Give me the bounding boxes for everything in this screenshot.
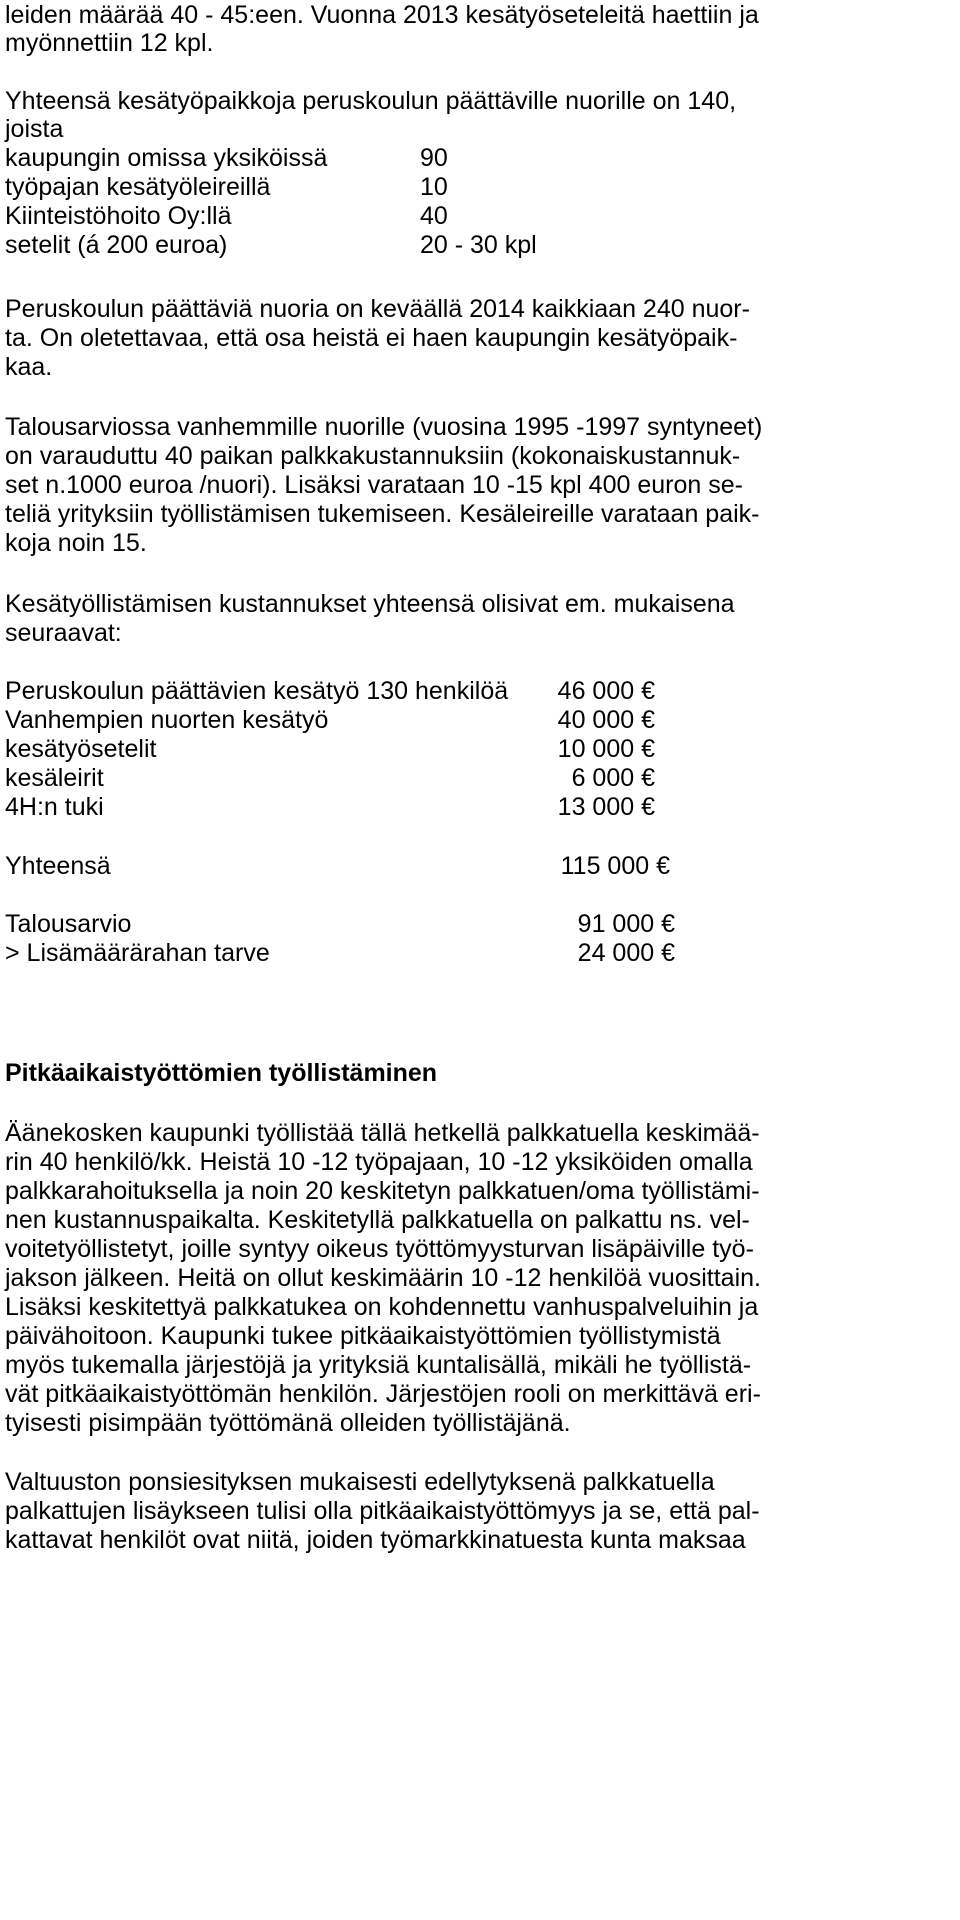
paragraph-line: vät pitkäaikaistyöttömän henkilön. Järjestöjen rooli on merkittävä eri- bbox=[5, 1380, 761, 1408]
places-heading-line: joista bbox=[5, 115, 64, 143]
paragraph-line: palkkarahoituksella ja noin 20 keskitetyn palkkatuen/oma työllistämi- bbox=[5, 1177, 760, 1205]
costs-heading-line: Kesätyöllistämisen kustannukset yhteensä olisivat em. mukaisena bbox=[5, 590, 735, 618]
cost-row-label: Vanhempien nuorten kesätyö bbox=[5, 706, 329, 734]
places-row-value: 90 bbox=[420, 144, 448, 172]
paragraph-line: palkattujen lisäykseen tulisi olla pitkäaikaistyöttömyys ja se, että pal- bbox=[5, 1497, 760, 1525]
cost-row-value: 6 000 € bbox=[571, 764, 655, 792]
paragraph-line: Valtuuston ponsiesityksen mukaisesti edellytyksenä palkkatuella bbox=[5, 1468, 715, 1496]
places-row-label: kaupungin omissa yksiköissä bbox=[5, 144, 328, 172]
cost-row-value: 46 000 € bbox=[557, 677, 655, 705]
costs-heading-line: seuraavat: bbox=[5, 619, 122, 647]
budget-row-value: 24 000 € bbox=[577, 939, 675, 967]
cost-row-label: 4H:n tuki bbox=[5, 793, 104, 821]
paragraph-line: nen kustannuspaikalta. Keskitetyllä palkkatuella on palkattu ns. vel- bbox=[5, 1206, 750, 1234]
paragraph-line: Talousarviossa vanhemmille nuorille (vuosina 1995 -1997 syntyneet) bbox=[5, 413, 763, 441]
total-label: Yhteensä bbox=[5, 852, 111, 880]
places-row-value: 40 bbox=[420, 202, 448, 230]
paragraph-line: voitetyöllistetyt, joille syntyy oikeus työttömyysturvan lisäpäiville työ- bbox=[5, 1235, 754, 1263]
cost-row-value: 40 000 € bbox=[557, 706, 655, 734]
paragraph-line: on varauduttu 40 paikan palkkakustannuksiin (kokonaiskustannuk- bbox=[5, 442, 741, 470]
paragraph-line: set n.1000 euroa /nuori). Lisäksi varataan 10 -15 kpl 400 euron se- bbox=[5, 471, 743, 499]
places-row-label: työpajan kesätyöleireillä bbox=[5, 173, 271, 201]
places-row-label: setelit (á 200 euroa) bbox=[5, 231, 228, 259]
budget-row-value: 91 000 € bbox=[577, 910, 675, 938]
cost-row-value: 10 000 € bbox=[557, 735, 655, 763]
paragraph-line: myös tukemalla järjestöjä ja yrityksiä kuntalisällä, mikäli he työllistä- bbox=[5, 1351, 752, 1379]
cost-row-value: 13 000 € bbox=[557, 793, 655, 821]
places-row-value: 20 - 30 kpl bbox=[420, 231, 537, 259]
cost-row-label: kesäleirit bbox=[5, 764, 104, 792]
total-value: 115 000 € bbox=[560, 852, 670, 880]
paragraph-line: kaa. bbox=[5, 353, 53, 381]
places-row-label: Kiinteistöhoito Oy:llä bbox=[5, 202, 232, 230]
intro-line: myönnettiin 12 kpl. bbox=[5, 29, 214, 57]
cost-row-label: kesätyösetelit bbox=[5, 735, 157, 763]
paragraph-line: Peruskoulun päättäviä nuoria on keväällä 2014 kaikkiaan 240 nuor- bbox=[5, 295, 750, 323]
paragraph-line: ta. On oletettavaa, että osa heistä ei haen kaupungin kesätyöpaik- bbox=[5, 324, 738, 352]
paragraph-line: Lisäksi keskitettyä palkkatukea on kohdennettu vanhuspalveluihin ja bbox=[5, 1293, 759, 1321]
paragraph-line: Äänekosken kaupunki työllistää tällä hetkellä palkkatuella keskimää- bbox=[5, 1119, 760, 1147]
section-title: Pitkäaikaistyöttömien työllistäminen bbox=[5, 1059, 438, 1087]
paragraph-line: kattavat henkilöt ovat niitä, joiden työmarkkinatuesta kunta maksaa bbox=[5, 1526, 746, 1554]
paragraph-line: koja noin 15. bbox=[5, 529, 147, 557]
budget-row-label: > Lisämäärärahan tarve bbox=[5, 939, 270, 967]
places-heading-line: Yhteensä kesätyöpaikkoja peruskoulun päättäville nuorille on 140, bbox=[5, 87, 737, 115]
paragraph-line: päivähoitoon. Kaupunki tukee pitkäaikaistyöttömien työllistymistä bbox=[5, 1322, 721, 1350]
places-row-value: 10 bbox=[420, 173, 448, 201]
budget-row-label: Talousarvio bbox=[5, 910, 132, 938]
paragraph-line: jakson jälkeen. Heitä on ollut keskimäärin 10 -12 henkilöä vuosittain. bbox=[5, 1264, 761, 1292]
paragraph-line: teliä yrityksiin työllistämisen tukemiseen. Kesäleireille varataan paik- bbox=[5, 500, 760, 528]
cost-row-label: Peruskoulun päättävien kesätyö 130 henkilöä bbox=[5, 677, 509, 705]
paragraph-line: rin 40 henkilö/kk. Heistä 10 -12 työpajaan, 10 -12 yksiköiden omalla bbox=[5, 1148, 753, 1176]
paragraph-line: tyisesti pisimpään työttömänä olleiden työllistäjänä. bbox=[5, 1409, 571, 1437]
intro-line: leiden määrää 40 - 45:een. Vuonna 2013 kesätyöseteleitä haettiin ja bbox=[5, 1, 759, 29]
